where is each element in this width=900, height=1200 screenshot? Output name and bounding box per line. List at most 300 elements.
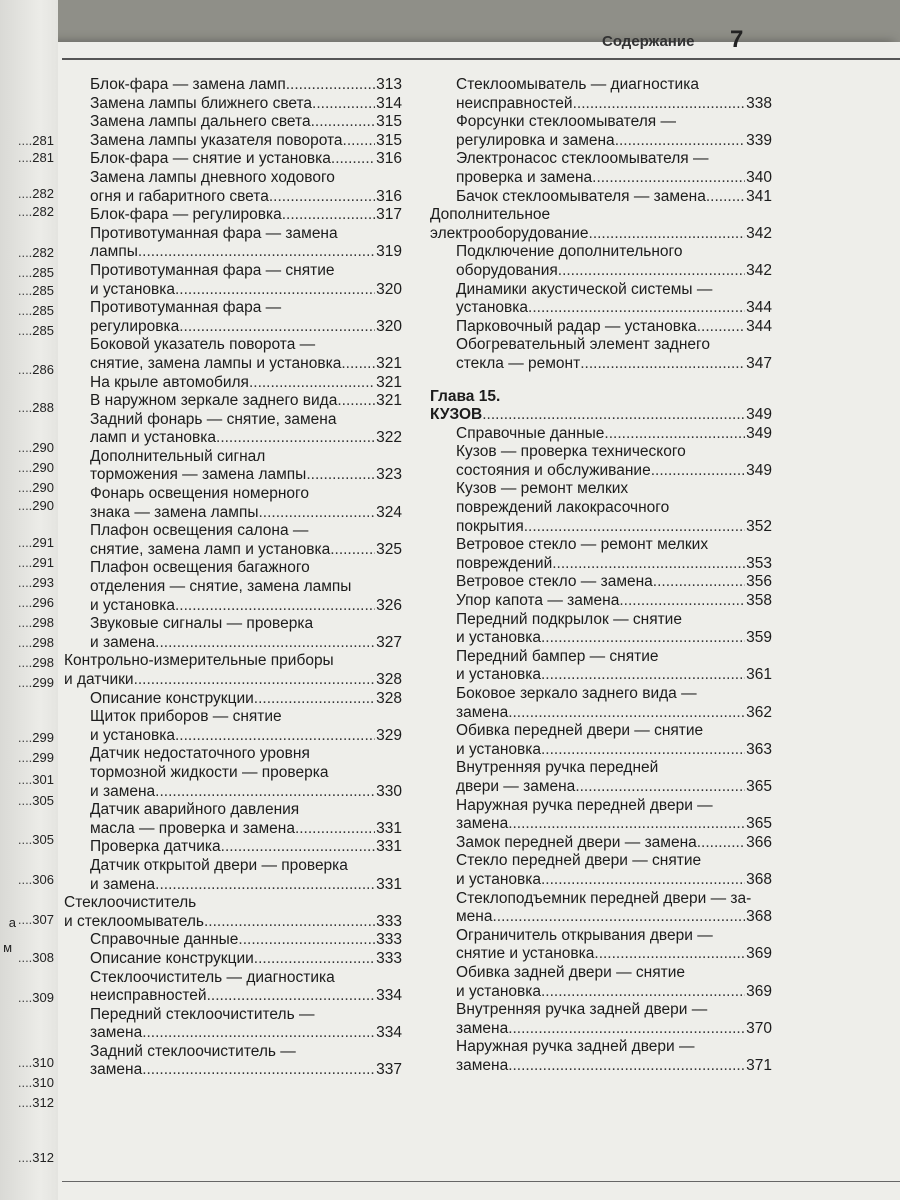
toc-entry-line — [90, 950, 402, 969]
dot-leader — [594, 945, 745, 964]
toc-entry-text: Противотуманная фара — замена — [90, 224, 338, 242]
dot-leader: .... — [17, 1075, 33, 1090]
toc-page-number: 316 — [376, 150, 402, 168]
left-page-number-fragment — [18, 460, 54, 475]
toc-entry-text: Внутренняя ручка задней двери — — [456, 1001, 708, 1019]
left-page-number-fragment — [18, 480, 54, 495]
toc-entry-text: и установка — [456, 740, 541, 758]
toc-entry-line — [456, 666, 772, 685]
toc-entry-line — [64, 913, 402, 932]
dot-leader — [238, 931, 375, 950]
toc-entry-line — [90, 820, 402, 839]
toc-entry-text: и датчики — [64, 671, 134, 688]
dot-leader — [306, 466, 375, 485]
toc-entry-text: тормозной жидкости — проверка — [90, 763, 329, 781]
toc-entry-text: отделения — снятие, замена лампы — [90, 578, 352, 596]
left-page-number-fragment — [18, 675, 54, 690]
left-page-number: 293 — [32, 575, 54, 590]
toc-entry — [64, 931, 402, 950]
left-page-number: 296 — [32, 595, 54, 610]
toc-page-number: 328 — [376, 671, 402, 688]
toc-page-number: 352 — [746, 517, 772, 535]
toc-entry-line — [90, 466, 402, 485]
toc-entry-line — [456, 945, 772, 964]
toc-page-number: 321 — [376, 373, 402, 391]
toc-entry-text: Электронасос стеклоомывателя — — [456, 150, 709, 168]
toc-entry — [430, 1001, 772, 1038]
toc-entry-text: Внутренняя ручка передней — [456, 759, 659, 777]
left-page-number: 290 — [32, 460, 54, 475]
dot-leader: .... — [17, 730, 33, 745]
toc-entry-text: мена — [456, 908, 493, 926]
toc-entry-line — [456, 592, 772, 611]
toc-entry-text: Противотуманная фара — — [90, 299, 282, 317]
toc-entry-text: и установка — [90, 726, 175, 744]
toc-entry-text: покрытия — [456, 517, 524, 535]
dot-leader: .... — [17, 265, 33, 280]
toc-page-number: 356 — [746, 573, 772, 591]
dot-leader: .... — [17, 535, 33, 550]
toc-entry-line — [90, 838, 402, 857]
left-page-number: 291 — [32, 535, 54, 550]
dot-leader: .... — [17, 635, 33, 650]
left-page-number-fragment — [18, 440, 54, 455]
toc-entry — [64, 485, 402, 522]
dot-leader — [508, 1057, 745, 1076]
toc-entry-text: Замена лампы дневного ходового — [90, 168, 335, 186]
toc-page-number: 333 — [376, 912, 402, 930]
toc-page-number: 313 — [376, 76, 402, 93]
toc-entry-text: Кузов — проверка технического — [456, 443, 686, 461]
toc-entry — [430, 536, 772, 573]
toc-entry-line — [456, 462, 772, 481]
toc-entry — [430, 573, 772, 592]
dot-leader — [697, 834, 745, 853]
dot-leader — [575, 778, 745, 797]
toc-page-number: 371 — [746, 1056, 772, 1074]
dot-leader: .... — [17, 772, 33, 787]
toc-entry-text: Блок-фара — регулировка — [90, 206, 282, 224]
toc-entry-text: замена — [90, 1061, 143, 1079]
dot-leader — [142, 1061, 375, 1080]
dot-leader: .... — [17, 245, 33, 260]
toc-entry-line — [90, 392, 402, 411]
dot-leader — [204, 913, 375, 932]
toc-entry — [430, 834, 772, 853]
left-page-number: 307 — [32, 912, 54, 927]
dot-leader — [482, 406, 745, 425]
toc-entry-text: Обивка задней двери — снятие — [456, 963, 685, 981]
dot-leader — [589, 225, 746, 244]
toc-entry — [430, 852, 772, 889]
dot-leader: .... — [17, 793, 33, 808]
toc-entry-line — [456, 815, 772, 834]
toc-page-number: 331 — [376, 819, 402, 837]
dot-leader — [592, 169, 745, 188]
toc-entry — [64, 969, 402, 1006]
left-page-number-fragment — [18, 186, 54, 201]
toc-entry-line — [90, 634, 402, 653]
dot-leader — [524, 518, 745, 537]
left-page-number-fragment — [18, 535, 54, 550]
page-title: Содержание — [602, 33, 695, 50]
dot-leader — [541, 629, 745, 648]
dot-leader: .... — [17, 150, 33, 165]
toc-entry-text: Щиток приборов — снятие — [90, 708, 282, 726]
toc-entry — [430, 685, 772, 722]
dot-leader — [155, 876, 375, 895]
left-page-number-fragment — [18, 730, 54, 745]
toc-entry-text: Датчик недостаточного уровня — [90, 745, 310, 763]
toc-entry — [430, 611, 772, 648]
toc-entry-text: Блок-фара — замена ламп — [90, 76, 286, 93]
left-page-number-fragment — [18, 283, 54, 298]
toc-page-number: 333 — [376, 949, 402, 967]
dot-leader — [331, 150, 375, 169]
dot-leader: .... — [17, 615, 33, 630]
left-page-number-fragment — [18, 655, 54, 670]
toc-page-number: 344 — [746, 299, 772, 317]
toc-entry-text: проверка и замена — [456, 168, 593, 186]
toc-entry-text: Ограничитель открывания двери — — [456, 926, 713, 944]
toc-entry-text: снятие, замена ламп и установка — [90, 540, 331, 558]
left-page-number-fragment — [18, 498, 54, 513]
dot-leader — [142, 1024, 375, 1043]
left-page-number-fragment — [18, 635, 54, 650]
left-page-number-fragment — [18, 265, 54, 280]
toc-entry-text: Боковое зеркало заднего вида — — [456, 685, 697, 702]
left-page-number-fragment — [18, 1095, 54, 1110]
dot-leader — [508, 1020, 745, 1039]
toc-entry-text: Контрольно-измерительные приборы — [64, 652, 334, 670]
left-page-number: 281 — [32, 133, 54, 148]
toc-entry — [64, 690, 402, 709]
dot-leader — [653, 573, 745, 592]
toc-entry — [430, 318, 772, 337]
toc-entry — [430, 759, 772, 796]
toc-entry — [430, 722, 772, 759]
toc-entry-text: и замена — [90, 875, 156, 893]
toc-entry — [64, 1043, 402, 1080]
left-page-number: 312 — [32, 1150, 54, 1165]
toc-page-number: 314 — [376, 94, 402, 112]
dot-leader — [138, 243, 375, 262]
left-page-number: 285 — [32, 283, 54, 298]
toc-entry-text: масла — проверка и замена — [90, 819, 295, 837]
left-page-number-fragment — [18, 872, 54, 887]
dot-leader — [282, 206, 375, 225]
toc-entry — [430, 480, 772, 536]
toc-entry — [430, 243, 772, 280]
dot-leader — [619, 592, 745, 611]
dot-leader: .... — [17, 133, 33, 148]
toc-entry-text: огня и габаритного света — [90, 187, 269, 205]
left-page-number: 299 — [32, 730, 54, 745]
toc-entry — [64, 522, 402, 559]
toc-entry-text: Замена лампы ближнего света — [90, 94, 313, 112]
toc-entry-line — [456, 518, 772, 537]
toc-entry-text: Упор капота — замена — [456, 592, 620, 610]
toc-entry-line — [90, 931, 402, 950]
dot-leader — [528, 299, 745, 318]
toc-entry — [64, 801, 402, 838]
dot-leader — [221, 838, 375, 857]
dot-leader — [337, 392, 375, 411]
dot-leader — [573, 95, 746, 114]
toc-page-number: 328 — [376, 689, 402, 707]
dot-leader: .... — [17, 872, 33, 887]
toc-entry-line — [456, 983, 772, 1002]
toc-entry-line — [90, 281, 402, 300]
toc-entry-text: Блок-фара — снятие и установка — [90, 150, 331, 168]
toc-entry-text: снятие, замена лампы и установка — [90, 354, 342, 372]
toc-entry-text: Стеклоомыватель — диагностика — [456, 76, 699, 93]
toc-page-number: 358 — [746, 592, 772, 610]
toc-entry-line — [90, 318, 402, 337]
dot-leader: .... — [17, 555, 33, 570]
toc-entry-text: стекла — ремонт — [456, 354, 581, 372]
toc-entry-text: Дополнительное — [430, 206, 551, 224]
dot-leader — [134, 671, 376, 690]
toc-entry-line — [456, 188, 772, 207]
toc-entry — [430, 336, 772, 373]
toc-entry-text: Замена лампы дальнего света — [90, 113, 311, 131]
toc-entry — [64, 150, 402, 169]
toc-page-number: 327 — [376, 633, 402, 651]
toc-page-number: 365 — [746, 815, 772, 833]
left-page-number-fragment — [18, 204, 54, 219]
toc-entry-text: замена — [90, 1024, 143, 1042]
dot-leader — [508, 704, 745, 723]
toc-page-number: 338 — [746, 94, 772, 112]
toc-entry-line — [456, 132, 772, 151]
toc-entry-line — [90, 76, 402, 95]
dot-leader: .... — [17, 204, 33, 219]
toc-entry — [64, 559, 402, 615]
toc-entry-text: оборудования — [456, 261, 558, 279]
left-page-number-fragment — [18, 245, 54, 260]
toc-entry-text: Справочные данные — [90, 931, 239, 949]
toc-entry-line — [90, 1024, 402, 1043]
toc-entry-line — [456, 834, 772, 853]
toc-entry-text: На крыле автомобиля — [90, 373, 249, 391]
dot-leader: .... — [17, 1095, 33, 1110]
dot-leader — [541, 871, 745, 890]
left-page-number-fragment — [18, 362, 54, 377]
toc-entry-line — [456, 425, 772, 444]
toc-entry — [64, 857, 402, 894]
dot-leader — [207, 987, 376, 1006]
toc-entry-line — [90, 1061, 402, 1080]
left-page-number: 290 — [32, 498, 54, 513]
toc-entry-line — [90, 206, 402, 225]
toc-page-number: 342 — [746, 261, 772, 279]
left-page-number: 282 — [32, 204, 54, 219]
left-page-letter: а — [8, 915, 16, 930]
dot-leader: .... — [17, 400, 33, 415]
toc-page-number: 365 — [746, 777, 772, 795]
toc-entry — [64, 392, 402, 411]
dot-leader: .... — [17, 1150, 33, 1165]
left-page-edge — [0, 0, 58, 1200]
toc-page-number: 320 — [376, 280, 402, 298]
toc-entry-line — [90, 690, 402, 709]
dot-leader — [259, 504, 376, 523]
toc-entry-line — [456, 355, 772, 374]
toc-page-number: 326 — [376, 596, 402, 614]
toc-entry-text: Справочные данные — [456, 424, 605, 442]
toc-entry-text: Стеклоподъемник передней двери — за- — [456, 889, 752, 907]
dot-leader — [254, 950, 375, 969]
toc-entry-text: Стеклоочиститель — [64, 894, 197, 912]
left-page-number-fragment — [18, 575, 54, 590]
toc-entry — [430, 206, 772, 243]
toc-entry — [64, 95, 402, 114]
left-page-number: 299 — [32, 750, 54, 765]
toc-entry-line — [64, 671, 402, 690]
left-page-number-fragment — [18, 990, 54, 1005]
toc-entry-text: регулировка — [90, 317, 180, 335]
toc-entry — [64, 652, 402, 689]
toc-entry-line — [90, 783, 402, 802]
toc-column-right — [430, 76, 772, 1075]
toc-entry-line — [90, 504, 402, 523]
toc-page-number: 349 — [746, 406, 772, 424]
left-page-number-fragment — [18, 615, 54, 630]
toc-entry-text: и установка — [456, 870, 541, 888]
left-page-number-fragment — [18, 1055, 54, 1070]
toc-entry-line — [456, 262, 772, 281]
toc-entry — [430, 890, 772, 927]
toc-entry-text: Описание конструкции — [90, 689, 254, 707]
toc-entry-text: торможения — замена лампы — [90, 466, 307, 484]
left-page-number-fragment — [18, 595, 54, 610]
toc-page-number: 315 — [376, 113, 402, 131]
dot-leader — [651, 462, 745, 481]
toc-page-number: 366 — [746, 833, 772, 851]
left-page-number-fragment — [18, 1150, 54, 1165]
left-page-number: 305 — [32, 793, 54, 808]
left-page-number-fragment — [18, 832, 54, 847]
toc-entry — [64, 448, 402, 485]
toc-entry-text: Передний подкрылок — снятие — [456, 610, 682, 628]
toc-entry-line — [90, 355, 402, 374]
toc-entry-text: Стеклоочиститель — диагностика — [90, 968, 335, 986]
toc-entry — [430, 150, 772, 187]
toc-entry-text: ламп и установка — [90, 429, 217, 447]
toc-entry-text: Обивка передней двери — снятие — [456, 722, 704, 740]
dot-leader — [175, 597, 375, 616]
toc-entry-line — [456, 169, 772, 188]
toc-page-number: 329 — [376, 726, 402, 744]
toc-entry-line — [456, 629, 772, 648]
toc-entry — [430, 188, 772, 207]
chapter-title-line — [430, 406, 772, 425]
toc-entry-text: и замена — [90, 782, 156, 800]
chapter-title: КУЗОВ — [430, 406, 483, 424]
toc-entry-text: Фонарь освещения номерного — [90, 485, 309, 503]
left-page-number: 286 — [32, 362, 54, 377]
toc-page-number: 316 — [376, 187, 402, 205]
toc-entry — [430, 927, 772, 964]
left-page-number: 301 — [32, 772, 54, 787]
dot-leader — [615, 132, 745, 151]
dot-leader: .... — [17, 912, 33, 927]
toc-entry — [430, 797, 772, 834]
dot-leader — [492, 908, 745, 927]
toc-entry-text: Бачок стеклоомывателя — замена — [456, 187, 706, 205]
toc-entry-text: Кузов — ремонт мелких — [456, 480, 629, 498]
toc-entry-text: Описание конструкции — [90, 949, 254, 967]
dot-leader: .... — [17, 750, 33, 765]
dot-leader — [249, 374, 375, 393]
left-page-number: 312 — [32, 1095, 54, 1110]
dot-leader — [175, 281, 375, 300]
toc-entry-text: Передний стеклоочиститель — — [90, 1005, 315, 1023]
toc-entry — [64, 113, 402, 132]
toc-entry-text: и установка — [456, 629, 541, 647]
left-page-number-fragment — [18, 555, 54, 570]
toc-page-number: 331 — [376, 838, 402, 856]
dot-leader: .... — [17, 575, 33, 590]
dot-leader: .... — [17, 283, 33, 298]
left-page-number: 308 — [32, 950, 54, 965]
toc-page-number: 333 — [376, 931, 402, 949]
toc-entry — [430, 425, 772, 444]
left-page-letter: м — [3, 940, 12, 955]
toc-entry-text: Наружная ручка задней двери — — [456, 1038, 695, 1056]
toc-entry-text: и установка — [456, 666, 541, 684]
toc-entry — [430, 443, 772, 480]
toc-entry — [64, 225, 402, 262]
toc-entry — [64, 374, 402, 393]
toc-entry-text: Наружная ручка передней двери — — [456, 796, 713, 814]
dot-leader — [175, 727, 375, 746]
toc-entry-line — [90, 727, 402, 746]
toc-entry-line — [456, 573, 772, 592]
toc-entry-line — [90, 429, 402, 448]
dot-leader — [558, 262, 745, 281]
toc-entry-line — [456, 741, 772, 760]
toc-entry-text: Парковочный радар — установка — [456, 317, 697, 335]
toc-entry-text: повреждений — [456, 554, 553, 572]
toc-entry-text: Датчик открытой двери — проверка — [90, 856, 348, 874]
toc-entry-text: Плафон освещения багажного — [90, 559, 310, 577]
toc-entry-line — [90, 132, 402, 151]
left-page-number: 290 — [32, 480, 54, 495]
toc-entry-line — [456, 704, 772, 723]
dot-leader: .... — [17, 675, 33, 690]
left-page-number: 285 — [32, 265, 54, 280]
toc-page-number: 349 — [746, 461, 772, 479]
toc-page-number: 369 — [746, 982, 772, 1000]
toc-entry-line — [456, 555, 772, 574]
left-page-number: 309 — [32, 990, 54, 1005]
toc-entry-text: замена — [456, 1019, 509, 1037]
toc-page-number: 322 — [376, 429, 402, 447]
left-page-number: 306 — [32, 872, 54, 887]
toc-entry-text: В наружном зеркале заднего вида — [90, 392, 338, 410]
dot-leader — [269, 188, 375, 207]
dot-leader: .... — [17, 460, 33, 475]
dot-leader — [604, 425, 745, 444]
toc-entry-text: Датчик аварийного давления — [90, 801, 300, 819]
toc-page-number: 349 — [746, 424, 772, 442]
left-page-number: 288 — [32, 400, 54, 415]
toc-entry-text: Дополнительный сигнал — [90, 447, 266, 465]
toc-page-number: 324 — [376, 503, 402, 521]
toc-entry — [64, 299, 402, 336]
